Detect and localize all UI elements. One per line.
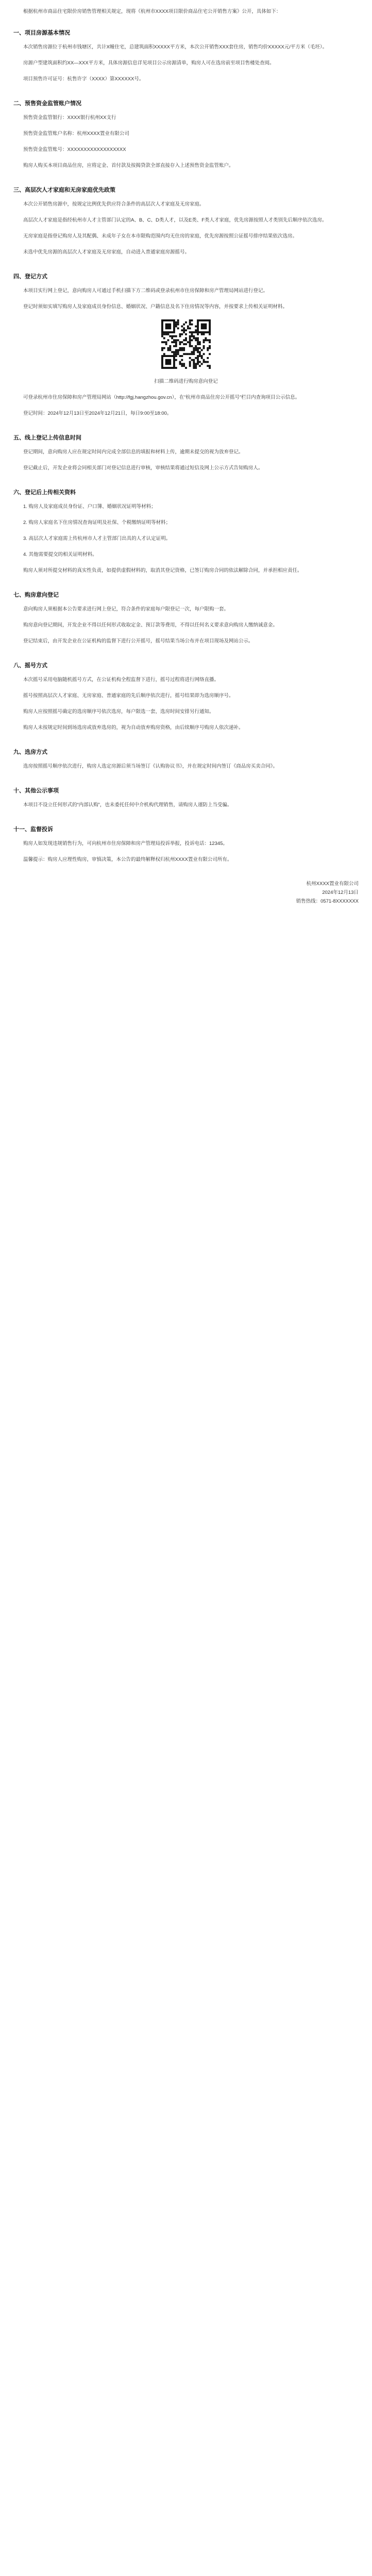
section-title: 十一、监督投诉 — [13, 826, 53, 833]
section — [13, 99, 359, 170]
section-paragraph: 选房按照摇号顺序依次进行，购房人选定房源后须当场签订《认购协议书》，并在规定时间内签订《商品房买卖合同》。 — [23, 764, 278, 769]
section — [13, 661, 359, 732]
section — [13, 433, 359, 472]
section-paragraph: 预售资金监管账号：XXXXXXXXXXXXXXXXXX — [23, 147, 126, 152]
section-paragraph: 登记时间：2024年12月13日至2024年12月21日，每日9:00至18:00。 — [23, 411, 172, 416]
section-paragraph: 房源户型建筑面积约XX—XXX平方米，具体房源信息详见项目公示房源清单，购房人可在选房前至项目售楼处查阅。 — [23, 60, 275, 66]
section-title: 十、其他公示事项 — [13, 788, 59, 794]
section-paragraph: 登记期间，意向购房人应在规定时间内完成全部信息的填报和材料上传，逾期未提交的视为放弃登记。 — [23, 449, 244, 455]
section-paragraph: 购房人应按照摇号确定的选房顺序号依次选房，每户限选一套，选房时间安排另行通知。 — [23, 709, 214, 715]
section — [13, 272, 359, 418]
section-paragraph: 项目预售许可证号：杭售许字（XXXX）第XXXXXX号。 — [23, 76, 144, 82]
section-paragraph: 本次公开销售房源中，按规定比例优先供应符合条件的高层次人才家庭及无房家庭。 — [23, 201, 205, 207]
section-paragraph: 登记截止后，开发企业将会同相关部门对登记信息进行审核，审核结果将通过短信及网上公示方式告知购房人。 — [23, 465, 263, 471]
section-title: 二、预售资金监管账户情况 — [13, 100, 81, 107]
section-title: 七、购房意向登记 — [13, 592, 59, 598]
section-paragraph: 登记时须如实填写购房人及家庭成员身份信息、婚姻状况、户籍信息及名下住房情况等内容，并按要求上传相关证明材料。 — [23, 304, 288, 310]
qr-code-icon[interactable] — [161, 319, 211, 369]
section-paragraph: 本次销售房源位于杭州市钱塘区，共计X幢住宅，总建筑面积XXXXX平方米，本次公开销售XXX套住房，销售均价XXXXX元/平方米（毛坯）。 — [23, 44, 328, 50]
section — [13, 748, 359, 771]
section-title: 四、登记方式 — [13, 274, 47, 280]
section-paragraph: 3. 高层次人才家庭需上传杭州市人才主管部门出具的人才认定证明。 — [23, 536, 171, 541]
section-title: 九、选房方式 — [13, 749, 47, 755]
section-title: 六、登记后上传相关资料 — [13, 489, 76, 496]
intro-paragraph: 根据杭州市商品住宅限价房销售管理相关规定，现将《杭州市XXXX项目限价商品住宅公开销售方案》公开，具体如下： — [23, 9, 281, 14]
section-paragraph: 预售资金监管账户名称：杭州XXXX置业有限公司 — [23, 131, 129, 137]
section — [13, 488, 359, 575]
section-paragraph: 摇号按照高层次人才家庭、无房家庭、普通家庭的先后顺序依次进行，摇号结果即为选房顺序号。 — [23, 693, 234, 699]
section-paragraph: 意向购房人须根据本公告要求进行网上登记，符合条件的家庭每户限登记一次，每户限购一套。 — [23, 606, 229, 612]
section-title: 一、项目房源基本情况 — [13, 30, 70, 36]
section — [13, 185, 359, 257]
section — [13, 786, 359, 809]
section-paragraph: 购房人未按规定时间到场选房或放弃选房的，视为自动放弃购房资格，由后续顺序号购房人依次递补。 — [23, 725, 244, 731]
footer-date: 2024年12月13日 — [322, 890, 359, 895]
section-paragraph: 2. 购房人家庭名下住房情况查询证明及社保、个税缴纳证明等材料； — [23, 520, 171, 526]
footer-phone: 销售热线：0571-8XXXXXXX — [296, 899, 359, 904]
section — [13, 825, 359, 864]
section-paragraph: 登记结束后，由开发企业在公证机构的监督下进行公开摇号，摇号结果当场公布并在项目现场及网站公示。 — [23, 638, 253, 644]
section-paragraph: 可登录杭州市住房保障和房产管理局网站（http://fgj.hangzhou.gov.cn），在“杭州市商品住房公开摇号”栏目内查询项目公示信息。 — [23, 395, 300, 400]
section-paragraph: 预售资金监管银行：XXXX银行杭州XX支行 — [23, 115, 116, 121]
section-paragraph: 购房意向登记期间，开发企业不得以任何形式收取定金、预订款等费用，不得以任何名义要求意向购房人缴纳诚意金。 — [23, 622, 278, 628]
section-paragraph: 本次摇号采用电脑随机摇号方式，在公证机构全程监督下进行，摇号过程将进行网络直播。 — [23, 677, 219, 683]
section-paragraph: 4. 其他需要提交的相关证明材料。 — [23, 552, 97, 557]
footer-company: 杭州XXXX置业有限公司 — [306, 881, 359, 887]
footer — [13, 879, 359, 906]
section-paragraph: 本项目不设立任何形式的“内部认购”，也未委托任何中介机构代理销售，请购房人谨防上当受骗。 — [23, 802, 232, 808]
section-paragraph: 高层次人才家庭是指经杭州市人才主管部门认定的A、B、C、D类人才，以及E类、F类人才家庭，优先房源按照人才类别先后顺序依次选房。 — [23, 217, 327, 223]
section-title: 三、高层次人才家庭和无房家庭优先政策 — [13, 187, 115, 193]
section-title: 八、摇号方式 — [13, 663, 47, 669]
section — [13, 28, 359, 83]
section-paragraph: 本项目实行网上登记，意向购房人可通过手机扫描下方二维码或登录杭州市住房保障和房产管理局网站进行登记。 — [23, 288, 268, 294]
section — [13, 590, 359, 646]
section-paragraph: 购房人如发现违规销售行为，可向杭州市住房保障和房产管理局投诉举报，投诉电话：12345。 — [23, 841, 228, 846]
qr-caption: 扫描二维码进行购房意向登记 — [154, 379, 218, 384]
section-paragraph: 购房人须对所提交材料的真实性负责，如提供虚假材料的，取消其登记资格，已签订购房合同的依法解除合同，并承担相应责任。 — [23, 568, 302, 573]
section-paragraph: 购房人购买本项目商品住房，应将定金、首付款及按揭贷款全部直接存入上述预售资金监管账户。 — [23, 163, 234, 168]
section-paragraph: 温馨提示：购房人应理性购房，审慎决策，本公告的最终解释权归杭州XXXX置业有限公司所有。 — [23, 857, 232, 862]
section-paragraph: 无房家庭是指登记购房人及其配偶、未成年子女在本市限购范围内均无住房的家庭，优先房源按照公证摇号排序结果依次选房。 — [23, 233, 298, 239]
section-paragraph: 1. 购房人及家庭成员身份证、户口簿、婚姻状况证明等材料； — [23, 504, 156, 510]
sections-container — [13, 28, 359, 864]
section-title: 五、线上登记上传信息时间 — [13, 435, 81, 441]
section-paragraph: 未选中优先房源的高层次人才家庭及无房家庭，自动进入普通家庭房源摇号。 — [23, 249, 190, 255]
